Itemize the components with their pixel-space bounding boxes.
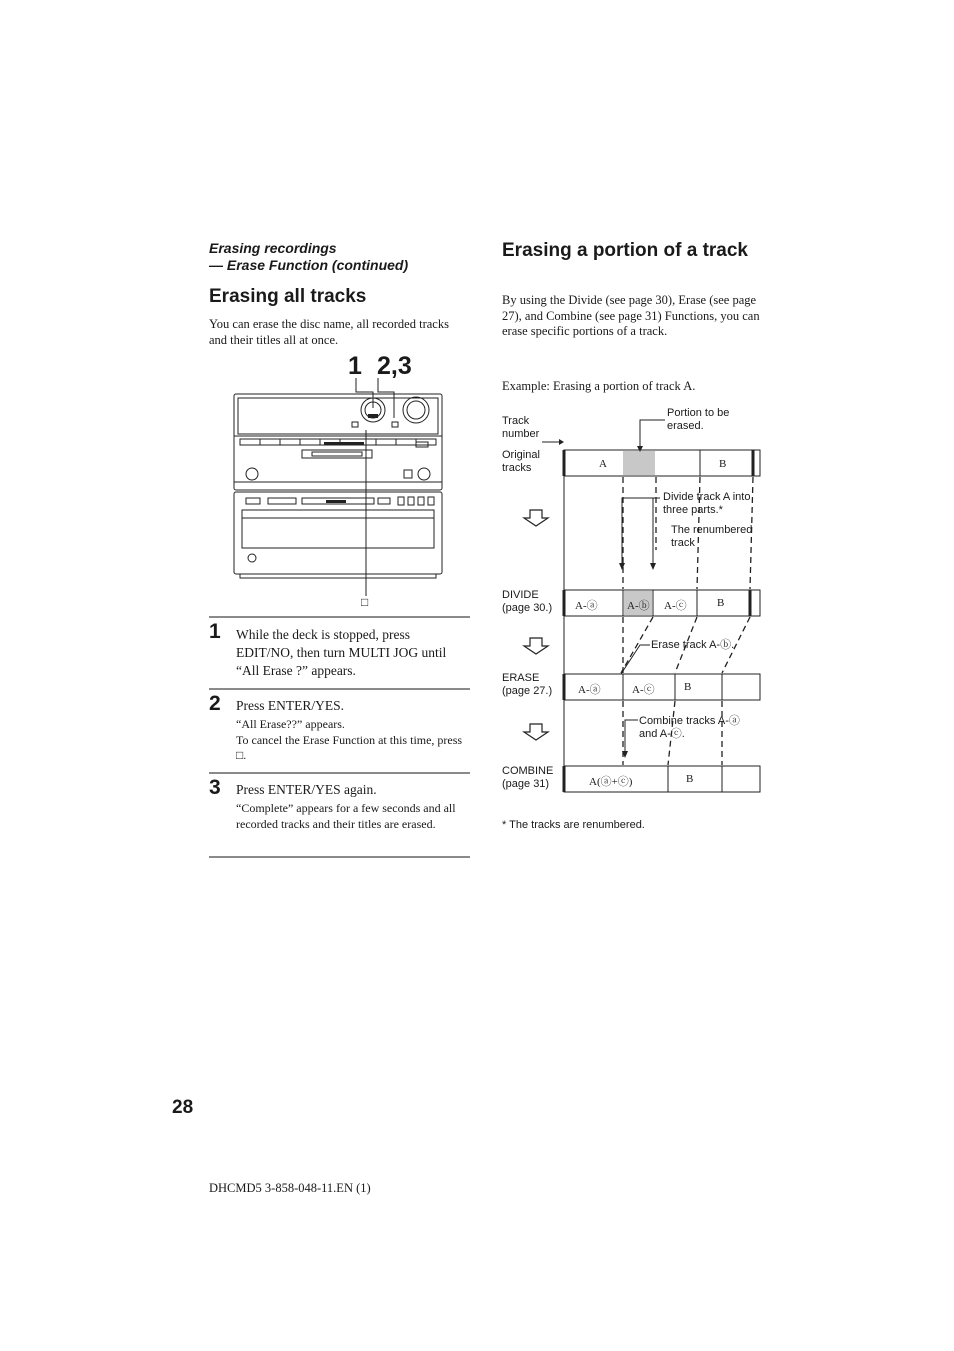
step-2-rule — [209, 688, 470, 690]
running-head-line1: Erasing recordings — [209, 240, 337, 256]
step-1-text: While the deck is stopped, press EDIT/NO, then turn MULTI JOG until “All Erase ?” appears. — [236, 627, 447, 678]
label-original-tracks: Original tracks — [502, 449, 540, 474]
step-1-rule — [209, 616, 470, 618]
step-2-subtext: “All Erase??” appears. To cancel the Erase Function at this time, press □. — [236, 717, 463, 762]
heading-erasing-all-tracks: Erasing all tracks — [209, 286, 367, 307]
example-text: Example: Erasing a portion of track A. — [502, 379, 696, 393]
running-head — [209, 240, 479, 274]
step-2-text: Press ENTER/YES. — [236, 698, 344, 713]
stop-button-symbol: □ — [361, 595, 369, 609]
note-divide-track: Divide track A into three parts.* — [663, 491, 751, 516]
label-portion-to-erase: Portion to be erased. — [667, 407, 730, 432]
erase-seg-a-a: A-ⓐ — [578, 684, 601, 696]
running-head-line2: — Erase Function (continued) — [209, 257, 409, 273]
step-3-rule — [209, 772, 470, 774]
step-3-number: 3 — [209, 776, 221, 799]
divide-seg-a-b: A-ⓑ — [627, 600, 650, 612]
step-2-number: 2 — [209, 692, 221, 715]
original-row — [564, 450, 760, 476]
footer-code: DHCMD5 3-858-048-11.EN (1) — [209, 1181, 371, 1195]
figure-label-2-3: 2,3 — [377, 352, 412, 380]
original-seg-b: B — [719, 458, 727, 470]
down-arrow-icon-3 — [524, 724, 548, 740]
erase-seg-a-c: A-ⓒ — [632, 684, 655, 696]
down-arrow-icon-2 — [524, 638, 548, 654]
intro-erasing-all: You can erase the disc name, all recorded tracks and their titles all at once. — [209, 317, 449, 347]
down-arrow-icon-1 — [524, 510, 548, 526]
figure-label-1: 1 — [348, 352, 362, 380]
label-divide: DIVIDE (page 30.) — [502, 589, 553, 614]
combine-seg-a: A(ⓐ+ⓒ) — [589, 776, 633, 788]
divide-seg-a-c: A-ⓒ — [664, 600, 687, 612]
steps-bottom-rule — [209, 856, 470, 858]
heading-erasing-portion: Erasing a portion of a track — [502, 240, 748, 261]
page-number: 28 — [172, 1097, 194, 1118]
label-erase: ERASE (page 27.) — [502, 672, 553, 697]
note-combine-tracks: Combine tracks A-ⓐ and A-ⓒ. — [639, 715, 740, 740]
note-renumbered-track: The renumbered track — [671, 524, 753, 549]
combine-seg-b: B — [686, 773, 694, 785]
intro-erasing-portion: By using the Divide (see page 30), Erase (see page 27), and Combine (see page 31) Functions, you can erase specific portions of a track. — [502, 293, 760, 338]
original-highlight — [623, 451, 655, 475]
stereo-illustration — [228, 378, 450, 612]
step-3-subtext: “Complete” appears for a few seconds and all recorded tracks and their titles are erased. — [236, 801, 456, 831]
label-combine: COMBINE (page 31) — [502, 765, 554, 790]
step-1-number: 1 — [209, 620, 221, 643]
original-seg-a: A — [599, 458, 607, 470]
label-track-number: Track number — [502, 415, 540, 440]
footnote: * The tracks are renumbered. — [502, 819, 645, 831]
divide-seg-a-a: A-ⓐ — [575, 600, 598, 612]
divide-seg-b: B — [717, 597, 725, 609]
step-3-text: Press ENTER/YES again. — [236, 782, 377, 797]
note-erase-track: Erase track A-ⓑ. — [651, 639, 735, 651]
erase-seg-b: B — [684, 681, 692, 693]
